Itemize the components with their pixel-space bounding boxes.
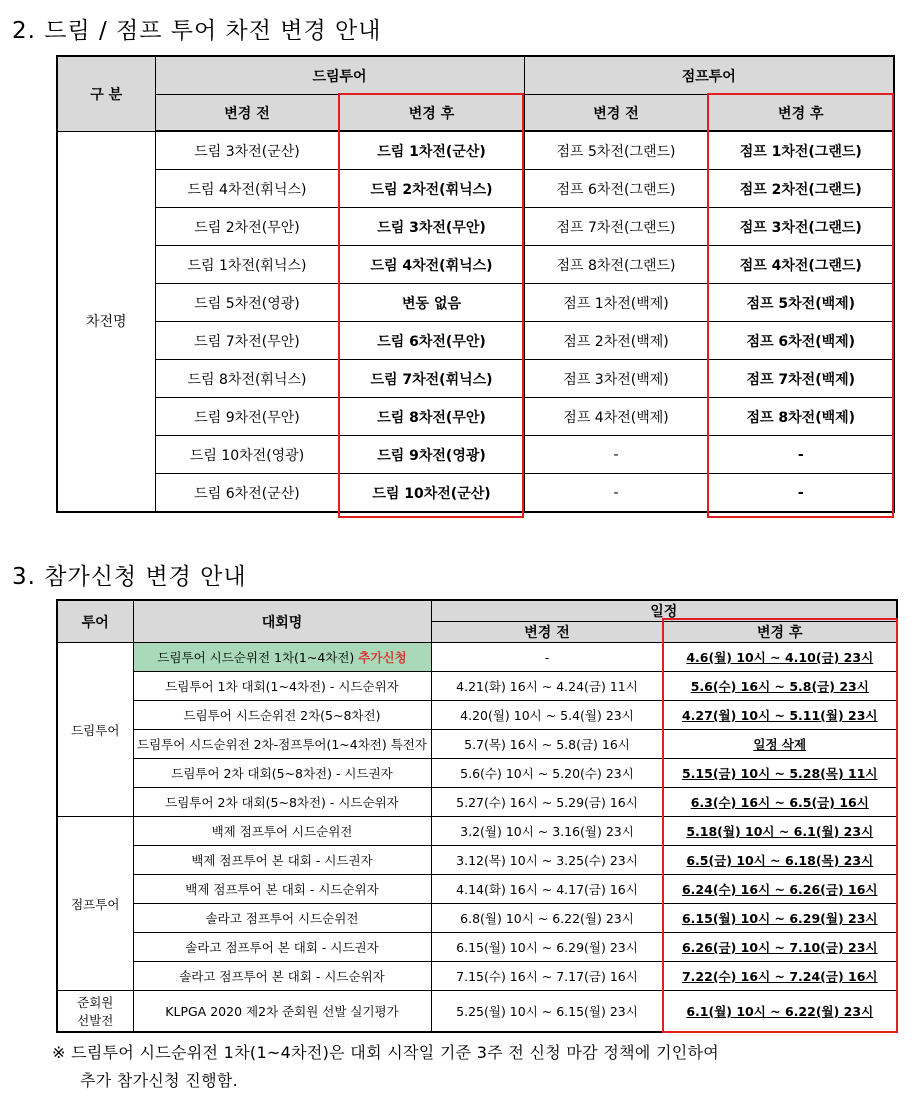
cell-jump-before: 점프 4차전(백제) [524, 398, 708, 436]
table-row [57, 962, 897, 991]
cell-schedule-after: 6.24(수) 16시 ~ 6.26(금) 16시 [663, 875, 897, 904]
cell-dream-after: 드림 7차전(휘닉스) [339, 360, 524, 398]
cell-jump-after: 점프 2차전(그랜드) [708, 170, 894, 208]
cell-event-name: 백제 점프투어 본 대회 - 시드순위자 [133, 875, 431, 904]
tour-round-change-table [56, 55, 895, 513]
cell-dream-before: 드림 5차전(영광) [155, 284, 339, 322]
cell-jump-after: 점프 5차전(백제) [708, 284, 894, 322]
cell-dream-after: 드림 3차전(무안) [339, 208, 524, 246]
cell-schedule-after: 5.6(수) 16시 ~ 5.8(금) 23시 [663, 672, 897, 701]
cell-schedule-before: 5.6(수) 10시 ~ 5.20(수) 23시 [431, 759, 663, 788]
cell-event-name: 솔라고 점프투어 본 대회 - 시드순위자 [133, 962, 431, 991]
cell-dream-after: 드림 9차전(영광) [339, 436, 524, 474]
cell-dream-before: 드림 10차전(영광) [155, 436, 339, 474]
cell-jump-before: 점프 1차전(백제) [524, 284, 708, 322]
cell-schedule-before: 4.21(화) 16시 ~ 4.24(금) 11시 [431, 672, 663, 701]
cell-schedule-after: 4.6(월) 10시 ~ 4.10(금) 23시 [663, 643, 897, 672]
row-label-round-name: 차전명 [57, 131, 155, 512]
event-name-text: 드림투어 시드순위전 1차(1~4차전) [157, 650, 359, 665]
cell-jump-before: 점프 8차전(그랜드) [524, 246, 708, 284]
cell-jump-after: 점프 8차전(백제) [708, 398, 894, 436]
cell-event-name: KLPGA 2020 제2차 준회원 선발 실기평가 [133, 991, 431, 1033]
cell-dream-before: 드림 9차전(무안) [155, 398, 339, 436]
cell-event-name: 솔라고 점프투어 시드순위전 [133, 904, 431, 933]
header-event: 대회명 [133, 600, 431, 643]
cell-jump-before: 점프 7차전(그랜드) [524, 208, 708, 246]
cell-event-name: 백제 점프투어 본 대회 - 시드권자 [133, 846, 431, 875]
cell-dream-before: 드림 8차전(휘닉스) [155, 360, 339, 398]
footnote-line-1: ※ 드림투어 시드순위전 1차(1~4차전)은 대회 시작일 기준 3주 전 신청 마감 정책에 기인하여 [52, 1043, 719, 1062]
cell-schedule-after: 6.26(금) 10시 ~ 7.10(금) 23시 [663, 933, 897, 962]
cell-schedule-before: 7.15(수) 16시 ~ 7.17(금) 16시 [431, 962, 663, 991]
table-row [57, 788, 897, 817]
header-dream-before: 변경 전 [155, 95, 339, 132]
cell-jump-before: 점프 6차전(그랜드) [524, 170, 708, 208]
cell-dream-after: 드림 1차전(군산) [339, 131, 524, 170]
table-row [57, 672, 897, 701]
cell-event-name: 드림투어 시드순위전 2차-점프투어(1~4차전) 특전자 [133, 730, 431, 759]
footnote-line-2: 추가 참가신청 진행함. [80, 1071, 238, 1090]
cell-jump-after: 점프 7차전(백제) [708, 360, 894, 398]
table-row [57, 991, 897, 1033]
cell-schedule-before: - [431, 643, 663, 672]
table-row [57, 322, 894, 360]
cell-jump-after: - [708, 474, 894, 513]
cell-dream-after: 드림 8차전(무안) [339, 398, 524, 436]
cell-schedule-after: 6.1(월) 10시 ~ 6.22(월) 23시 [663, 991, 897, 1033]
table-row [57, 730, 897, 759]
table-row [57, 846, 897, 875]
cell-schedule-before: 4.20(월) 10시 ~ 5.4(월) 23시 [431, 701, 663, 730]
header-tour: 투어 [57, 600, 133, 643]
table-row [57, 904, 897, 933]
cell-schedule-after: 일정 삭제 [663, 730, 897, 759]
cell-schedule-after: 5.18(월) 10시 ~ 6.1(월) 23시 [663, 817, 897, 846]
header-dream-tour: 드림투어 [155, 56, 524, 95]
table-row [57, 131, 894, 170]
cell-jump-after: 점프 6차전(백제) [708, 322, 894, 360]
header-jump-before: 변경 전 [524, 95, 708, 132]
table-row [57, 643, 897, 672]
cell-schedule-before: 5.27(수) 16시 ~ 5.29(금) 16시 [431, 788, 663, 817]
cell-dream-before: 드림 1차전(휘닉스) [155, 246, 339, 284]
cell-dream-before: 드림 2차전(무안) [155, 208, 339, 246]
table-row [57, 246, 894, 284]
cell-schedule-after: 5.15(금) 10시 ~ 5.28(목) 11시 [663, 759, 897, 788]
cell-jump-before: 점프 3차전(백제) [524, 360, 708, 398]
group-label-associate: 준회원 선발전 [57, 991, 133, 1033]
cell-schedule-after: 4.27(월) 10시 ~ 5.11(월) 23시 [663, 701, 897, 730]
registration-change-table [56, 599, 898, 1033]
cell-event-name: 드림투어 시드순위전 2차(5~8차전) [133, 701, 431, 730]
cell-dream-before: 드림 7차전(무안) [155, 322, 339, 360]
cell-dream-before: 드림 3차전(군산) [155, 131, 339, 170]
cell-schedule-before: 4.14(화) 16시 ~ 4.17(금) 16시 [431, 875, 663, 904]
cell-schedule-before: 5.7(목) 16시 ~ 5.8(금) 16시 [431, 730, 663, 759]
cell-dream-before: 드림 6차전(군산) [155, 474, 339, 513]
cell-schedule-before: 5.25(월) 10시 ~ 6.15(월) 23시 [431, 991, 663, 1033]
cell-schedule-before: 6.15(월) 10시 ~ 6.29(월) 23시 [431, 933, 663, 962]
cell-schedule-after: 6.3(수) 16시 ~ 6.5(금) 16시 [663, 788, 897, 817]
header-category: 구 분 [57, 56, 155, 131]
cell-event-name [133, 643, 431, 672]
header-jump-after: 변경 후 [708, 95, 894, 132]
cell-dream-after: 드림 10차전(군산) [339, 474, 524, 513]
group-label-jump: 점프투어 [57, 817, 133, 991]
table-row [57, 701, 897, 730]
cell-jump-before: - [524, 436, 708, 474]
table-row [57, 436, 894, 474]
cell-schedule-after: 6.5(금) 10시 ~ 6.18(목) 23시 [663, 846, 897, 875]
header-schedule-before: 변경 전 [431, 622, 663, 643]
cell-schedule-after: 7.22(수) 16시 ~ 7.24(금) 16시 [663, 962, 897, 991]
table-row [57, 398, 894, 436]
cell-dream-after: 드림 2차전(휘닉스) [339, 170, 524, 208]
header-dream-after: 변경 후 [339, 95, 524, 132]
table-row [57, 284, 894, 322]
cell-schedule-before: 3.12(목) 10시 ~ 3.25(수) 23시 [431, 846, 663, 875]
cell-dream-after: 드림 6차전(무안) [339, 322, 524, 360]
cell-jump-before: - [524, 474, 708, 513]
cell-event-name: 솔라고 점프투어 본 대회 - 시드권자 [133, 933, 431, 962]
cell-dream-after: 드림 4차전(휘닉스) [339, 246, 524, 284]
cell-event-name: 드림투어 2차 대회(5~8차전) - 시드권자 [133, 759, 431, 788]
cell-dream-after: 변동 없음 [339, 284, 524, 322]
table-row [57, 170, 894, 208]
cell-event-name: 백제 점프투어 시드순위전 [133, 817, 431, 846]
cell-schedule-after: 6.15(월) 10시 ~ 6.29(월) 23시 [663, 904, 897, 933]
cell-jump-before: 점프 2차전(백제) [524, 322, 708, 360]
table-row [57, 759, 897, 788]
section-title-registration-change: 3. 참가신청 변경 안내 [12, 564, 247, 590]
cell-schedule-before: 6.8(월) 10시 ~ 6.22(월) 23시 [431, 904, 663, 933]
cell-dream-before: 드림 4차전(휘닉스) [155, 170, 339, 208]
header-schedule: 일정 [431, 600, 897, 622]
table-row [57, 208, 894, 246]
group-label-dream: 드림투어 [57, 643, 133, 817]
cell-jump-after: 점프 4차전(그랜드) [708, 246, 894, 284]
section-title-tour-change: 2. 드림 / 점프 투어 차전 변경 안내 [12, 18, 382, 44]
header-jump-tour: 점프투어 [524, 56, 894, 95]
cell-jump-before: 점프 5차전(그랜드) [524, 131, 708, 170]
cell-jump-after: 점프 3차전(그랜드) [708, 208, 894, 246]
table-row [57, 817, 897, 846]
cell-event-name: 드림투어 1차 대회(1~4차전) - 시드순위자 [133, 672, 431, 701]
cell-jump-after: - [708, 436, 894, 474]
table-row [57, 933, 897, 962]
additional-registration-badge: 추가신청 [358, 650, 407, 665]
cell-schedule-before: 3.2(월) 10시 ~ 3.16(월) 23시 [431, 817, 663, 846]
table-row [57, 360, 894, 398]
header-schedule-after: 변경 후 [663, 622, 897, 643]
table-row [57, 474, 894, 513]
cell-jump-after: 점프 1차전(그랜드) [708, 131, 894, 170]
cell-event-name: 드림투어 2차 대회(5~8차전) - 시드순위자 [133, 788, 431, 817]
table-row [57, 875, 897, 904]
